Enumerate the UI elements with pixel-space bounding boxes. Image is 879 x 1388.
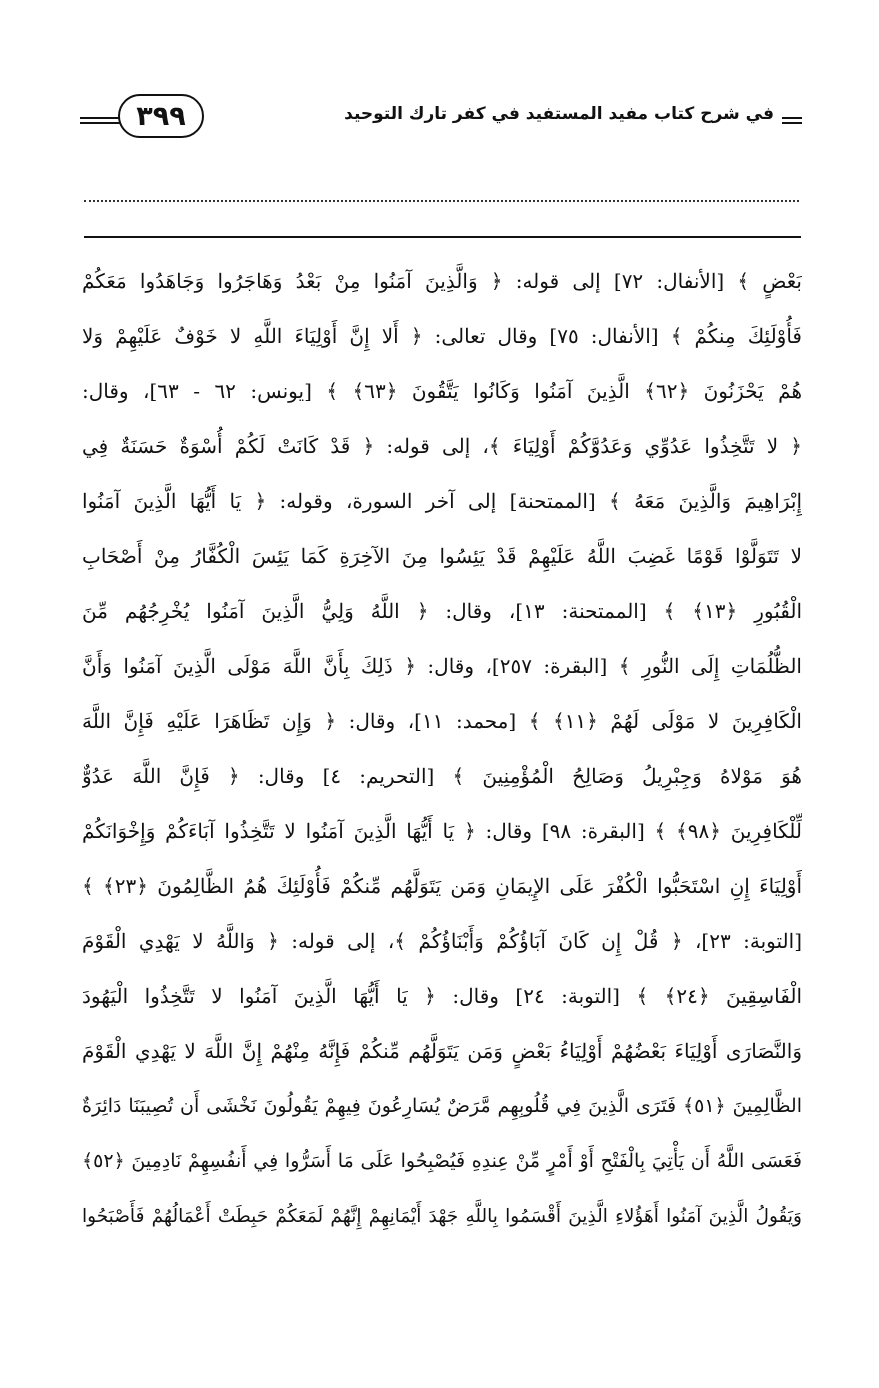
text-line: الظَّالِمِينَ ﴿٥١﴾ فَتَرَى الَّذِينَ فِي قُلُوبِهِم مَّرَضٌ يُسَارِعُونَ فِيهِمْ يَقُولُونَ نَخْشَى أَن تُصِيبَنَا دَائِرَةٌ xyxy=(82,1095,802,1117)
solid-separator xyxy=(84,236,801,238)
text-line: هُوَ مَوْلاهُ وَجِبْرِيلُ وَصَالِحُ الْمُؤْمِنِينَ ﴾ [التحريم: ٤] وقال: ﴿ فَإِنَّ اللَّهَ عَدُوٌّ xyxy=(82,764,802,788)
header-rule-right xyxy=(782,117,802,124)
text-line: الْقُبُورِ ﴿١٣﴾ ﴾ [الممتحنة: ١٣]، وقال: ﴿ اللَّهُ وَلِيُّ الَّذِينَ آمَنُوا يُخْرِجُهُم مِّنَ xyxy=(82,599,802,623)
page-header xyxy=(80,92,802,162)
page-number: ٣٩٩ xyxy=(136,100,186,132)
text-line: أَوْلِيَاءَ إِنِ اسْتَحَبُّوا الْكُفْرَ عَلَى الإِيمَانِ وَمَن يَتَوَلَّهُم مِّنكُمْ فَأُوْلَئِكَ هُمُ الظَّالِمُونَ ﴿٢٣﴾ ﴾ xyxy=(82,874,802,898)
text-line: وَيَقُولُ الَّذِينَ آمَنُوا أَهَؤُلاءِ الَّذِينَ أَقْسَمُوا بِاللَّهِ جَهْدَ أَيْمَانِهِمْ إِنَّهُمْ لَمَعَكُمْ حَبِطَتْ أَعْمَالُهُمْ فَأَصْبَحُوا xyxy=(82,1206,802,1227)
text-line: هُمْ يَحْزَنُونَ ﴿٦٢﴾ الَّذِينَ آمَنُوا وَكَانُوا يَتَّقُونَ ﴿٦٣﴾ ﴾ [يونس: ٦٢ - ٦٣]، وقال: xyxy=(82,379,802,403)
dotted-separator xyxy=(84,200,799,202)
text-line: ﴿ لا تَتَّخِذُوا عَدُوِّي وَعَدُوَّكُمْ أَوْلِيَاءَ ﴾، إلى قوله: ﴿ قَدْ كَانَتْ لَكُمْ أُسْوَةٌ حَسَنَةٌ فِي xyxy=(82,434,802,458)
text-line: الْكَافِرِينَ لا مَوْلَى لَهُمْ ﴿١١﴾ ﴾ [محمد: ١١]، وقال: ﴿ وَإِن تَظَاهَرَا عَلَيْهِ فَإِنَّ اللَّهَ xyxy=(82,709,802,733)
text-line: وَالنَّصَارَى أَوْلِيَاءَ بَعْضُهُمْ أَوْلِيَاءُ بَعْضٍ وَمَن يَتَوَلَّهُم مِّنكُمْ فَإِنَّهُ مِنْهُمْ إِنَّ اللَّهَ لا يَهْدِي الْقَوْمَ xyxy=(82,1039,802,1063)
text-line: لا تَتَوَلَّوْا قَوْمًا غَضِبَ اللَّهُ عَلَيْهِمْ قَدْ يَئِسُوا مِنَ الآخِرَةِ كَمَا يَئِسَ الْكُفَّارُ مِنْ أَصْحَابِ xyxy=(82,544,802,568)
text-line: إِبْرَاهِيمَ وَالَّذِينَ مَعَهُ ﴾ [الممتحنة] إلى آخر السورة، وقوله: ﴿ يَا أَيُّهَا الَّذِينَ آمَنُوا xyxy=(82,489,802,513)
text-line: [التوبة: ٢٣]، ﴿ قُلْ إِن كَانَ آبَاؤُكُمْ وَأَبْنَاؤُكُمْ ﴾، إلى قوله: ﴿ وَاللَّهُ لا يَهْدِي الْقَوْمَ xyxy=(82,929,802,953)
text-line: فَأُوْلَئِكَ مِنكُمْ ﴾ [الأنفال: ٧٥] وقال تعالى: ﴿ أَلا إِنَّ أَوْلِيَاءَ اللَّهِ لا خَوْفٌ عَلَيْهِمْ وَلا xyxy=(82,324,802,348)
body-text xyxy=(82,254,802,1244)
text-line: بَعْضٍ ﴾ [الأنفال: ٧٢] إلى قوله: ﴿ وَالَّذِينَ آمَنُوا مِنْ بَعْدُ وَهَاجَرُوا وَجَاهَدُوا مَعَكُمْ xyxy=(82,269,802,293)
text-line: لِّلْكَافِرِينَ ﴿٩٨﴾ ﴾ [البقرة: ٩٨] وقال: ﴿ يَا أَيُّهَا الَّذِينَ آمَنُوا لا تَتَّخِذُوا آبَاءَكُمْ وَإِخْوَانَكُمْ xyxy=(82,819,802,843)
text-line: فَعَسَى اللَّهُ أَن يَأْتِيَ بِالْفَتْحِ أَوْ أَمْرٍ مِّنْ عِندِهِ فَيُصْبِحُوا عَلَى مَا أَسَرُّوا فِي أَنفُسِهِمْ نَادِمِينَ ﴿٥٢﴾ xyxy=(82,1150,802,1172)
running-title: في شرح كتاب مفيد المستفيد في كفر تارك التوحيد xyxy=(344,104,774,124)
text-line: الظُّلُمَاتِ إِلَى النُّورِ ﴾ [البقرة: ٢٥٧]، وقال: ﴿ ذَلِكَ بِأَنَّ اللَّهَ مَوْلَى الَّذِينَ آمَنُوا وَأَنَّ xyxy=(82,654,802,678)
text-line: الْفَاسِقِينَ ﴿٢٤﴾ ﴾ [التوبة: ٢٤] وقال: ﴿ يَا أَيُّهَا الَّذِينَ آمَنُوا لا تَتَّخِذُوا الْيَهُودَ xyxy=(82,984,802,1008)
header-rule-left xyxy=(80,117,120,124)
page-number-badge xyxy=(118,94,204,138)
